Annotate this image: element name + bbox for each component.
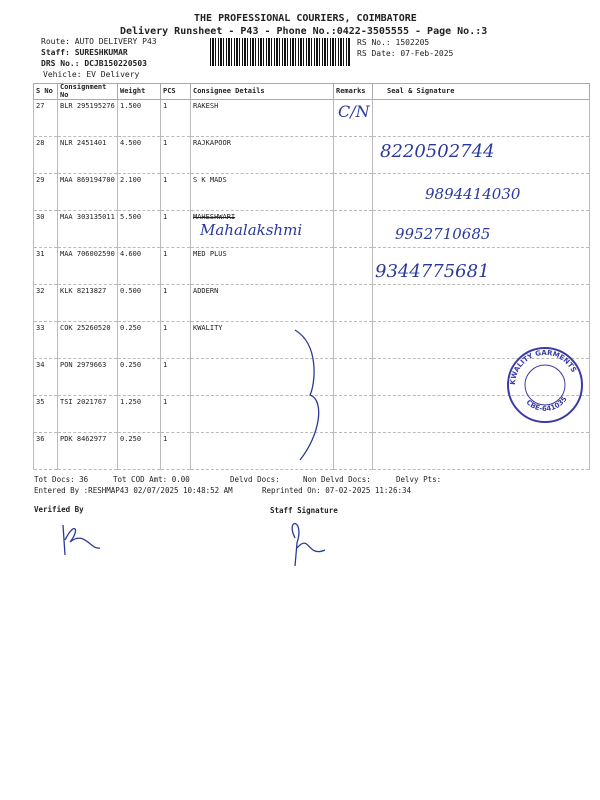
delivered-docs: Delvd Docs: — [230, 475, 280, 484]
cell-sno: 32 — [34, 285, 58, 322]
cell-pcs: 1 — [161, 285, 191, 322]
cell-seal — [373, 100, 590, 137]
vehicle: Vehicle: EV Delivery — [43, 70, 140, 79]
cell-weight: 4.500 — [118, 137, 161, 174]
cell-remarks — [334, 137, 373, 174]
cell-consignee: KWALITY — [191, 322, 334, 359]
col-pcs: PCS — [161, 84, 191, 100]
cell-pcs: 1 — [161, 248, 191, 285]
drs-number: DRS No.: DCJB150220503 — [41, 59, 147, 68]
staff-signature-label: Staff Signature — [270, 506, 338, 515]
table-row — [34, 137, 590, 174]
company-stamp — [505, 345, 585, 425]
cell-consignee: RAJKAPOOR — [191, 137, 334, 174]
cell-consignee: S K MADS — [191, 174, 334, 211]
entered-by: Entered By :RESHMAP43 02/07/2025 10:48:52 AM — [34, 486, 233, 495]
cell-seal — [373, 433, 590, 470]
cell-seal — [373, 285, 590, 322]
handwritten-phone: 9952710685 — [395, 225, 491, 243]
cell-pcs: 1 — [161, 211, 191, 248]
handwritten-phone: 8220502744 — [380, 141, 495, 162]
cell-consignee: MED PLUS — [191, 248, 334, 285]
cell-sno: 30 — [34, 211, 58, 248]
col-remarks: Remarks — [334, 84, 373, 100]
cell-remarks — [334, 322, 373, 359]
cell-weight: 0.500 — [118, 285, 161, 322]
cell-sno: 36 — [34, 433, 58, 470]
cell-remarks — [334, 285, 373, 322]
cell-cn: KLK 8213827 — [58, 285, 118, 322]
cell-cn: COK 25260520 — [58, 322, 118, 359]
cell-remarks — [334, 174, 373, 211]
cell-consignee: MAHESHWARI — [191, 211, 334, 248]
reprinted-on: Reprinted On: 07-02-2025 11:26:34 — [262, 486, 412, 495]
col-consignment: Consignment No — [58, 84, 118, 100]
handwritten-phone: 9344775681 — [375, 261, 490, 282]
cell-sno: 31 — [34, 248, 58, 285]
rs-number: RS No.: 1502205 — [357, 38, 430, 47]
cell-pcs: 1 — [161, 433, 191, 470]
cell-weight: 2.100 — [118, 174, 161, 211]
cell-weight: 1.250 — [118, 396, 161, 433]
cell-pcs: 1 — [161, 359, 191, 396]
cell-consignee: ADDERN — [191, 285, 334, 322]
col-seal: Seal & Signature — [373, 84, 590, 100]
cell-remarks — [334, 211, 373, 248]
delivery-points: Delvy Pts: — [396, 475, 442, 484]
handwritten-phone: 9894414030 — [425, 185, 521, 203]
cell-pcs: 1 — [161, 100, 191, 137]
cell-cn: BLR 295195276 — [58, 100, 118, 137]
col-consignee: Consignee Details — [191, 84, 334, 100]
cell-remarks — [334, 433, 373, 470]
svg-text:CBE-641035: CBE-641035 — [524, 395, 569, 414]
table-row — [34, 211, 590, 248]
cell-pcs: 1 — [161, 174, 191, 211]
cell-sno: 27 — [34, 100, 58, 137]
table-header — [34, 84, 590, 100]
cell-pcs: 1 — [161, 137, 191, 174]
cell-sno: 35 — [34, 396, 58, 433]
route: Route: AUTO DELIVERY P43 — [41, 37, 157, 46]
verifier-signature — [55, 520, 105, 560]
cell-cn: NLR 2451401 — [58, 137, 118, 174]
cell-sno: 28 — [34, 137, 58, 174]
cell-sno: 34 — [34, 359, 58, 396]
col-weight: Weight — [118, 84, 161, 100]
barcode — [210, 38, 350, 66]
cell-cn: PON 2979663 — [58, 359, 118, 396]
svg-text:KWALITY GARMENTS: KWALITY GARMENTS — [508, 348, 578, 386]
cell-pcs: 1 — [161, 322, 191, 359]
non-delivered-docs: Non Delvd Docs: — [303, 475, 371, 484]
cell-pcs: 1 — [161, 396, 191, 433]
cell-cn: PDK 8462977 — [58, 433, 118, 470]
cell-sno: 33 — [34, 322, 58, 359]
cell-sno: 29 — [34, 174, 58, 211]
company-name: THE PROFESSIONAL COURIERS, COIMBATORE — [194, 13, 417, 24]
cell-weight: 5.500 — [118, 211, 161, 248]
cell-remarks — [334, 359, 373, 396]
cell-weight: 1.500 — [118, 100, 161, 137]
cell-cn: MAA 303135011 — [58, 211, 118, 248]
staff-signature — [285, 518, 335, 568]
cell-weight: 0.250 — [118, 433, 161, 470]
table-row — [34, 248, 590, 285]
cell-remarks — [334, 396, 373, 433]
total-docs: Tot Docs: 36 — [34, 475, 89, 484]
cell-weight: 4.600 — [118, 248, 161, 285]
table-row — [34, 100, 590, 137]
cell-weight: 0.250 — [118, 322, 161, 359]
col-sno: S No — [34, 84, 58, 100]
staff: Staff: SURESHKUMAR — [41, 48, 128, 57]
rs-date: RS Date: 07-Feb-2025 — [357, 49, 454, 58]
handwritten-brace — [290, 325, 330, 465]
table-row — [34, 285, 590, 322]
cell-weight: 0.250 — [118, 359, 161, 396]
cell-remarks — [334, 248, 373, 285]
cell-cn: MAA 869194700 — [58, 174, 118, 211]
cell-consignee: RAKESH — [191, 100, 334, 137]
verified-by-label: Verified By — [34, 505, 84, 514]
cell-cn: TSI 2021767 — [58, 396, 118, 433]
handwritten-remark: C/N — [338, 102, 370, 121]
handwritten-name: Mahalakshmi — [200, 221, 303, 239]
runsheet-subtitle: Delivery Runsheet - P43 - Phone No.:0422-3505555 - Page No.:3 — [120, 26, 488, 37]
total-cod: Tot COD Amt: 0.00 — [113, 475, 190, 484]
cell-cn: MAA 706002590 — [58, 248, 118, 285]
